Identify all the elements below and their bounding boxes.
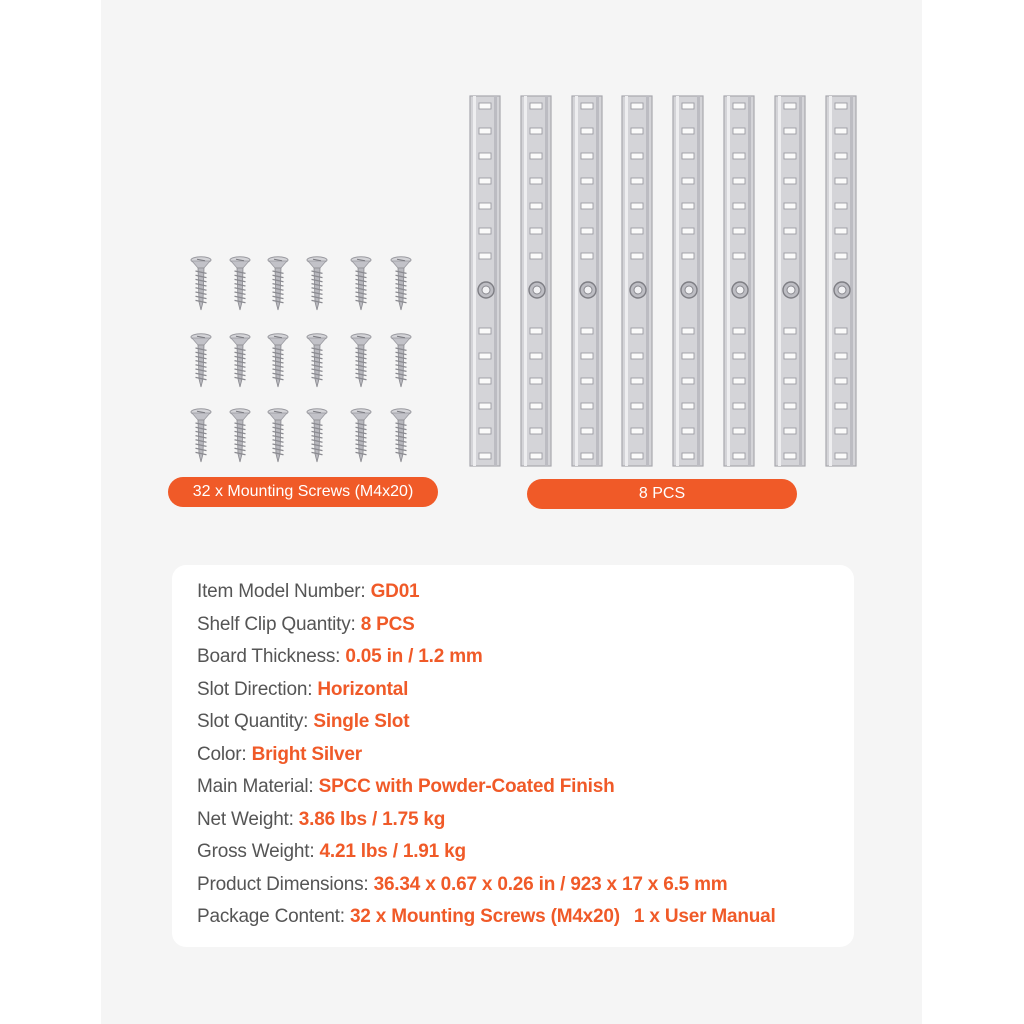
spec-row-board-thickness: [197, 641, 776, 674]
spec-label: Net Weight:: [197, 808, 299, 830]
screw-icon: [190, 333, 212, 389]
spec-row-model-number: [197, 576, 776, 609]
screw-icon: [229, 408, 251, 464]
spec-value: Bright Silver: [251, 743, 362, 765]
spec-value: 0.05 in / 1.2 mm: [345, 646, 483, 667]
spec-value: Horizontal: [317, 678, 409, 700]
spec-label: Gross Weight:: [197, 841, 320, 862]
screw-icon: [390, 333, 412, 389]
screws-illustration: [180, 250, 430, 470]
screw-icon: [350, 256, 372, 312]
screw-icon: [267, 408, 289, 464]
screw-icon: [229, 256, 251, 312]
screw-icon: [350, 408, 372, 464]
screw-icon: [229, 333, 251, 389]
screw-icon: [306, 333, 328, 389]
screw-icon: [190, 408, 212, 464]
spec-row-gross-weight: [197, 836, 776, 869]
shelf-rail-icon: [722, 95, 758, 467]
spec-label: Shelf Clip Quantity:: [197, 613, 361, 635]
spec-label: Main Material:: [197, 776, 319, 797]
spec-label: Color:: [197, 743, 252, 765]
spec-row-color: [197, 739, 776, 772]
spec-value: 3.86 lbs / 1.75 kg: [298, 808, 446, 830]
spec-value: 8 PCS: [360, 613, 415, 635]
spec-value: 32 x Mounting Screws (M4x20): [349, 906, 620, 927]
screw-icon: [190, 256, 212, 312]
spec-label: Product Dimensions:: [197, 873, 374, 895]
shelf-rail-icon: [519, 95, 555, 467]
shelf-rail-icon: [773, 95, 809, 467]
spec-row-net-weight: [197, 804, 776, 837]
spec-value: GD01: [370, 581, 420, 602]
shelf-rail-icon: [671, 95, 707, 467]
spec-list: [197, 576, 776, 934]
screws-quantity-badge: 32 x Mounting Screws (M4x20): [168, 477, 438, 507]
screw-icon: [390, 256, 412, 312]
shelf-rail-icon: [468, 95, 504, 467]
spec-card: [172, 565, 854, 947]
shelf-rail-icon: [570, 95, 606, 467]
spec-value-extra: 1 x User Manual: [633, 906, 776, 927]
rails-quantity-badge: 8 PCS: [527, 479, 797, 509]
spec-value: SPCC with Powder-Coated Finish: [318, 776, 615, 797]
screw-icon: [390, 408, 412, 464]
spec-label: Item Model Number:: [197, 581, 371, 602]
shelf-rail-icon: [620, 95, 656, 467]
spec-label: Slot Direction:: [197, 678, 318, 700]
screw-icon: [267, 333, 289, 389]
spec-row-slot-direction: [197, 674, 776, 707]
spec-row-clip-quantity: [197, 609, 776, 642]
spec-label: Package Content:: [197, 906, 350, 927]
spec-value: Single Slot: [313, 711, 410, 732]
spec-row-product-dimensions: [197, 869, 776, 902]
spec-row-slot-quantity: [197, 706, 776, 739]
spec-label: Board Thickness:: [197, 646, 346, 667]
spec-row-main-material: [197, 771, 776, 804]
spec-value: 4.21 lbs / 1.91 kg: [319, 841, 466, 862]
spec-label: Slot Quantity:: [197, 711, 314, 732]
rails-illustration: [460, 95, 870, 470]
shelf-rail-icon: [824, 95, 860, 467]
screw-icon: [306, 256, 328, 312]
spec-value: 36.34 x 0.67 x 0.26 in / 923 x 17 x 6.5 mm: [373, 873, 728, 895]
screw-icon: [350, 333, 372, 389]
screw-icon: [306, 408, 328, 464]
screw-icon: [267, 256, 289, 312]
spec-row-package-content: [197, 901, 776, 934]
